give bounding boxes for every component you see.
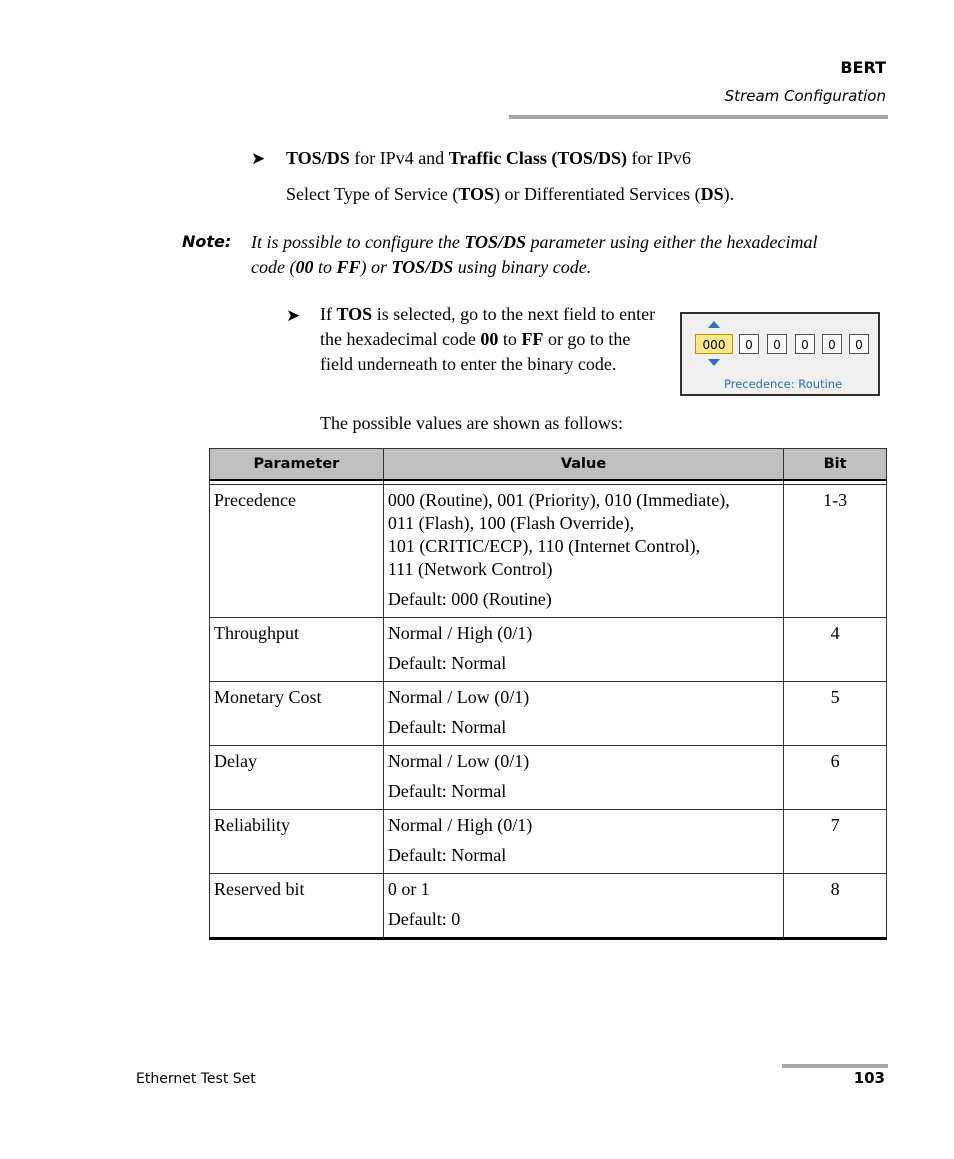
bit-cell: 7 (784, 810, 887, 874)
parameter-cell: Reserved bit (210, 874, 384, 939)
value-cell: 000 (Routine), 001 (Priority), 010 (Immediate), 011 (Flash), 100 (Flash Override), 101 (CRITIC/ECP), 110 (Internet Control), 111 (Network Control) Default: 000 (Routine) (383, 485, 783, 618)
bullet-heading: TOS/DS for IPv4 and Traffic Class (TOS/DS) for IPv6 (286, 148, 692, 168)
default-value: Default: Normal (387, 717, 507, 737)
bit-field[interactable]: 0 (739, 334, 759, 354)
bit-cell: 6 (784, 746, 887, 810)
bit-field[interactable]: 0 (822, 334, 842, 354)
running-header-section: BERT (840, 58, 886, 77)
triangle-up-icon[interactable] (708, 321, 720, 328)
note-label: Note: (182, 232, 232, 251)
bit-cell: 4 (784, 618, 887, 682)
value-cell: Normal / High (0/1) Default: Normal (383, 810, 783, 874)
parameter-cell: Delay (210, 746, 384, 810)
column-header-parameter: Parameter (210, 449, 384, 481)
footer-document-title: Ethernet Test Set (136, 1071, 256, 1087)
value-cell: Normal / High (0/1) Default: Normal (383, 618, 783, 682)
tos-values-table (209, 448, 887, 940)
parameter-cell: Throughput (210, 618, 384, 682)
column-header-value: Value (383, 449, 783, 481)
bit-cell: 8 (784, 874, 887, 939)
bit-cell: 1-3 (784, 485, 887, 618)
value-cell: Normal / Low (0/1) Default: Normal (383, 746, 783, 810)
table-row (210, 682, 887, 746)
default-value: Default: 0 (387, 909, 461, 929)
running-header-subsection: Stream Configuration (724, 87, 886, 105)
tos-precedence-widget (680, 312, 880, 396)
parameter-cell: Reliability (210, 810, 384, 874)
table-row (210, 746, 887, 810)
value-cell: 0 or 1 Default: 0 (383, 874, 783, 939)
page-number: 103 (853, 1069, 885, 1087)
parameter-cell: Precedence (210, 485, 384, 618)
default-value: Default: 000 (Routine) (387, 589, 552, 609)
bit-field[interactable]: 0 (767, 334, 787, 354)
default-value: Default: Normal (387, 845, 507, 865)
table-row (210, 485, 887, 618)
bullet-description: Select Type of Service (TOS) or Differentiated Services (DS). (286, 184, 735, 204)
hex-value-field[interactable]: 000 (695, 334, 733, 354)
bullet-arrow-icon: ➤ (286, 306, 301, 325)
bit-field[interactable]: 0 (795, 334, 815, 354)
bit-cell: 5 (784, 682, 887, 746)
value-cell: Normal / Low (0/1) Default: Normal (383, 682, 783, 746)
column-header-bit: Bit (784, 449, 887, 481)
widget-status-label: Precedence: Routine (724, 377, 843, 391)
default-value: Default: Normal (387, 653, 507, 673)
table-row (210, 810, 887, 874)
default-value: Default: Normal (387, 781, 507, 801)
triangle-down-icon[interactable] (708, 359, 720, 366)
bit-field[interactable]: 0 (849, 334, 869, 354)
footer-divider (782, 1064, 888, 1068)
note-text: It is possible to configure the TOS/DS parameter using either the hexadecimal code (00 to FF) or TOS/DS using binary code. (251, 232, 818, 277)
table-row (210, 618, 887, 682)
values-intro: The possible values are shown as follows: (320, 413, 623, 433)
table-row (210, 874, 887, 939)
bullet-instruction: If TOS is selected, go to the next field to enter the hexadecimal code 00 to FF or go to the field underneath to enter the binary code. (320, 304, 656, 374)
parameter-cell: Monetary Cost (210, 682, 384, 746)
header-divider (509, 115, 888, 119)
bullet-arrow-icon: ➤ (251, 149, 266, 168)
